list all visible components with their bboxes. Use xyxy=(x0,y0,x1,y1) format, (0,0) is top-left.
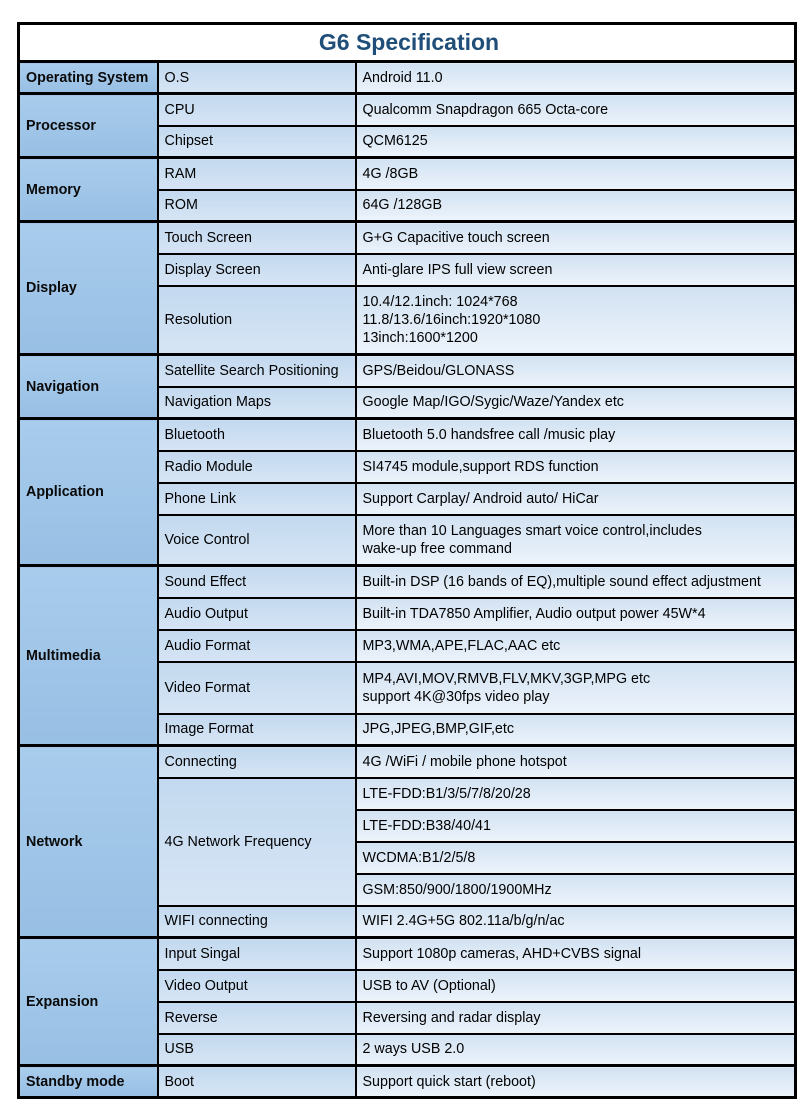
page-title: G6 Specification xyxy=(19,24,796,62)
category-cell-multimedia: Multimedia xyxy=(19,566,158,746)
category-cell-application: Application xyxy=(19,419,158,566)
spec-value xyxy=(356,286,796,355)
spec-label: ROM xyxy=(158,190,356,222)
spec-value xyxy=(356,515,796,566)
spec-row xyxy=(19,355,796,387)
spec-label: Boot xyxy=(158,1066,356,1098)
spec-label: RAM xyxy=(158,158,356,190)
spec-label: O.S xyxy=(158,62,356,94)
category-cell-processor: Processor xyxy=(19,94,158,158)
spec-label: Audio Format xyxy=(158,630,356,662)
spec-label: Phone Link xyxy=(158,483,356,515)
spec-value: MP3,WMA,APE,FLAC,AAC etc xyxy=(356,630,796,662)
spec-value: SI4745 module,support RDS function xyxy=(356,451,796,483)
spec-label: Input Singal xyxy=(158,938,356,970)
spec-label: Sound Effect xyxy=(158,566,356,598)
spec-label: Resolution xyxy=(158,286,356,355)
spec-label: Connecting xyxy=(158,746,356,778)
spec-label: CPU xyxy=(158,94,356,126)
spec-value-line: wake-up free command xyxy=(362,540,512,557)
spec-value: LTE-FDD:B1/3/5/7/8/20/28 xyxy=(356,778,796,810)
spec-label: Chipset xyxy=(158,126,356,158)
spec-label: Display Screen xyxy=(158,254,356,286)
spec-value: Built-in DSP (16 bands of EQ),multiple sound effect adjustment xyxy=(356,566,796,598)
spec-label: 4G Network Frequency xyxy=(158,778,356,906)
spec-label: Video Output xyxy=(158,970,356,1002)
spec-label: Radio Module xyxy=(158,451,356,483)
spec-value: 64G /128GB xyxy=(356,190,796,222)
spec-value: Reversing and radar display xyxy=(356,1002,796,1034)
spec-label: Image Format xyxy=(158,714,356,746)
spec-value: Bluetooth 5.0 handsfree call /music play xyxy=(356,419,796,451)
spec-value: Google Map/IGO/Sygic/Waze/Yandex etc xyxy=(356,387,796,419)
spec-value: JPG,JPEG,BMP,GIF,etc xyxy=(356,714,796,746)
spec-value-line: 11.8/13.6/16inch:1920*1080 xyxy=(362,311,541,328)
spec-label: Touch Screen xyxy=(158,222,356,254)
spec-value: G+G Capacitive touch screen xyxy=(356,222,796,254)
spec-value: 4G /8GB xyxy=(356,158,796,190)
spec-row xyxy=(19,1066,796,1098)
spec-label: Audio Output xyxy=(158,598,356,630)
category-cell-display: Display xyxy=(19,222,158,355)
category-cell-expansion: Expansion xyxy=(19,938,158,1066)
title-row xyxy=(19,24,796,62)
category-cell-operating-system: Operating System xyxy=(19,62,158,94)
category-cell-memory: Memory xyxy=(19,158,158,222)
spec-label: Satellite Search Positioning xyxy=(158,355,356,387)
spec-value: Qualcomm Snapdragon 665 Octa-core xyxy=(356,94,796,126)
spec-value: Android 11.0 xyxy=(356,62,796,94)
spec-value: Support 1080p cameras, AHD+CVBS signal xyxy=(356,938,796,970)
spec-label: Reverse xyxy=(158,1002,356,1034)
spec-label: Voice Control xyxy=(158,515,356,566)
spec-label: USB xyxy=(158,1034,356,1066)
category-cell-standby-mode: Standby mode xyxy=(19,1066,158,1098)
category-cell-navigation: Navigation xyxy=(19,355,158,419)
spec-row xyxy=(19,566,796,598)
spec-value: QCM6125 xyxy=(356,126,796,158)
spec-label: Bluetooth xyxy=(158,419,356,451)
spec-value: 4G /WiFi / mobile phone hotspot xyxy=(356,746,796,778)
spec-value-line: 13inch:1600*1200 xyxy=(362,329,478,346)
category-cell-network: Network xyxy=(19,746,158,938)
spec-row xyxy=(19,746,796,778)
spec-value: 2 ways USB 2.0 xyxy=(356,1034,796,1066)
spec-value: WIFI 2.4G+5G 802.11a/b/g/n/ac xyxy=(356,906,796,938)
spec-label: WIFI connecting xyxy=(158,906,356,938)
spec-row xyxy=(19,94,796,126)
spec-value-line: support 4K@30fps video play xyxy=(362,688,550,705)
spec-value: GSM:850/900/1800/1900MHz xyxy=(356,874,796,906)
spec-row xyxy=(19,62,796,94)
spec-table xyxy=(17,22,797,1099)
spec-label: Video Format xyxy=(158,662,356,714)
spec-value: Built-in TDA7850 Amplifier, Audio output power 45W*4 xyxy=(356,598,796,630)
spec-value xyxy=(356,662,796,714)
spec-label: Navigation Maps xyxy=(158,387,356,419)
spec-value: WCDMA:B1/2/5/8 xyxy=(356,842,796,874)
spec-row xyxy=(19,938,796,970)
spec-value-line: More than 10 Languages smart voice control,includes xyxy=(362,522,702,539)
spec-value: Support Carplay/ Android auto/ HiCar xyxy=(356,483,796,515)
spec-value: Anti-glare IPS full view screen xyxy=(356,254,796,286)
spec-row xyxy=(19,158,796,190)
spec-value: Support quick start (reboot) xyxy=(356,1066,796,1098)
spec-value-line: MP4,AVI,MOV,RMVB,FLV,MKV,3GP,MPG etc xyxy=(362,670,651,687)
spec-row xyxy=(19,419,796,451)
spec-value: GPS/Beidou/GLONASS xyxy=(356,355,796,387)
spec-value: LTE-FDD:B38/40/41 xyxy=(356,810,796,842)
spec-value: USB to AV (Optional) xyxy=(356,970,796,1002)
spec-row xyxy=(19,222,796,254)
spec-value-line: 10.4/12.1inch: 1024*768 xyxy=(362,293,518,310)
